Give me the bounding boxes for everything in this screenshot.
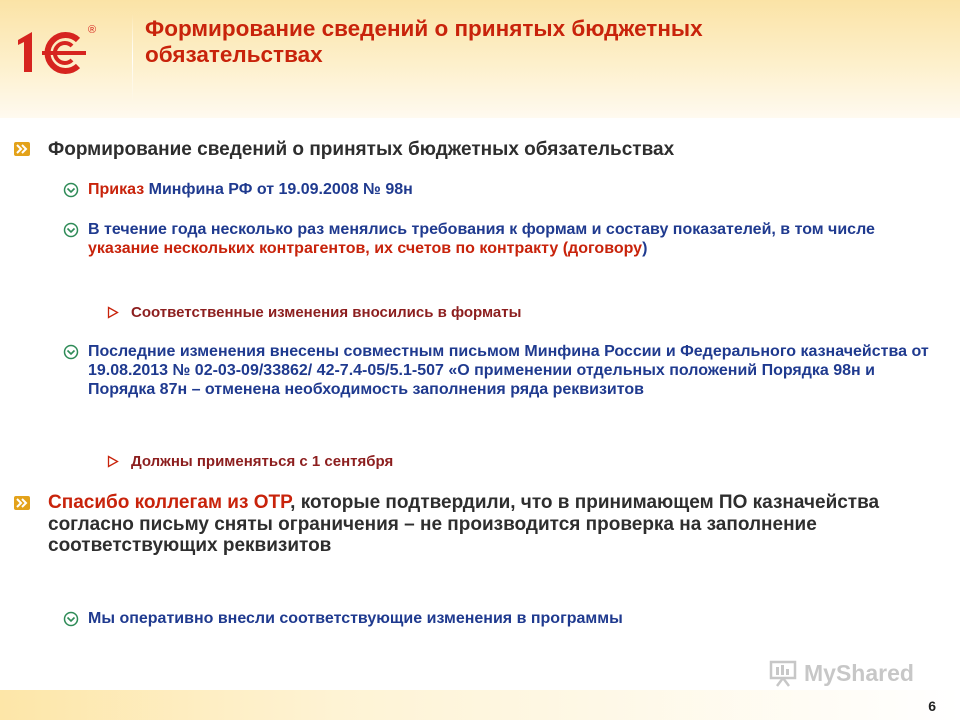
orange-arrow-bullet-icon <box>14 496 30 510</box>
highlight-order: Приказ <box>88 181 145 198</box>
bullet-1-2 <box>88 220 938 258</box>
triangle-bullet-icon <box>107 455 119 468</box>
highlight-thanks: Спасибо коллегам из ОТР <box>48 492 291 513</box>
highlight-counterparties: указание нескольких контрагентов, их счетов по контракту (договору <box>88 240 643 257</box>
registered-mark: ® <box>88 24 97 36</box>
bullet-1-2-text: В течение года несколько раз менялись требования к формам и составу показателей, в том числе <box>88 221 875 238</box>
page-number: 6 <box>928 698 936 714</box>
1c-logo <box>14 26 114 78</box>
bullet-1-3: Последние изменения внесены совместным письмом Минфина России и Федерального казначейства от 19.08.2013 № 02-03-09/33862/ 42-7.4-05/5.1-507 «О применении отдельных положений Порядка 98н и Порядка 87н – отменена необходимость заполнения ряда реквизитов <box>88 343 929 398</box>
myshared-watermark <box>768 658 914 688</box>
bullet-1: Формирование сведений о принятых бюджетных обязательствах <box>48 139 675 160</box>
orange-arrow-bullet-icon <box>14 142 30 156</box>
check-circle-bullet-icon <box>63 222 79 238</box>
presentation-board-icon <box>768 658 798 688</box>
slide-title: Формирование сведений о принятых бюджетных обязательствах <box>145 16 703 67</box>
bullet-2-1: Мы оперативно внесли соответствующие изменения в программы <box>88 610 623 627</box>
footer-bar <box>0 690 960 720</box>
bullet-1-1-text: Минфина РФ от 19.09.2008 № 98н <box>144 181 413 198</box>
triangle-bullet-icon <box>107 306 119 319</box>
bullet-1-2-text-end: ) <box>642 240 648 257</box>
slide-header <box>0 0 960 118</box>
bullet-2-text: , которые подтвердили, что в принимающем ПО казначейства согласно письму сняты ограничения – не производится проверка на заполнение соответствующих реквизитов <box>48 492 880 556</box>
watermark-text: MyShared <box>804 659 914 686</box>
check-circle-bullet-icon <box>63 611 79 627</box>
check-circle-bullet-icon <box>63 344 79 360</box>
bullet-1-2-1: Соответственные изменения вносились в форматы <box>131 304 522 321</box>
bullet-2 <box>48 492 938 557</box>
bullet-1-3-1: Должны применяться с 1 сентября <box>131 453 394 470</box>
bullet-1-1 <box>88 180 938 199</box>
check-circle-bullet-icon <box>63 182 79 198</box>
title-separator <box>132 14 133 102</box>
